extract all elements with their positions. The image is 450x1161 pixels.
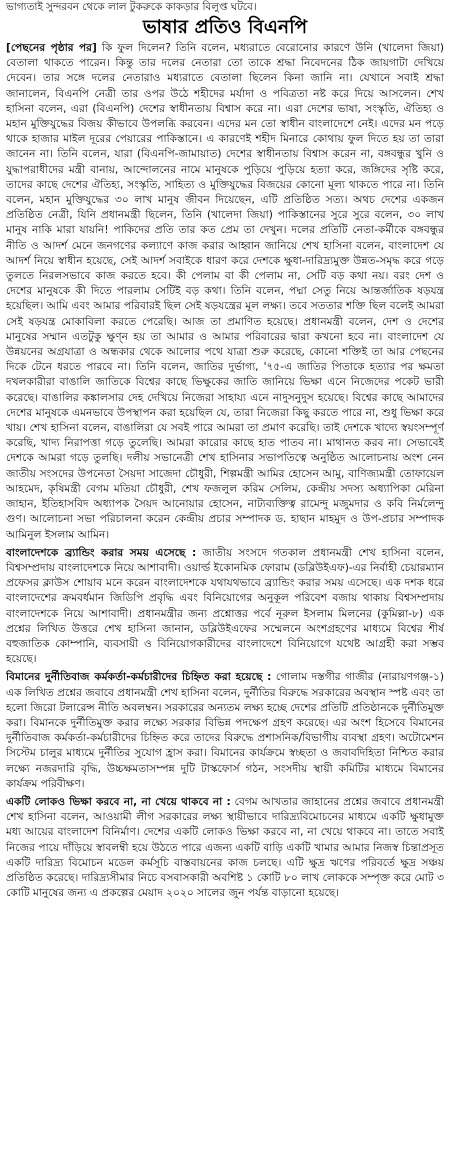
subheading-no-begging: একটি লোকও ভিক্ষা করবে না, না খেয়ে থাকবে না : xyxy=(6,794,231,808)
paragraph-branding xyxy=(6,545,444,667)
paragraph-text: বেগম আখতার জাহানের প্রশ্নের জবাবে প্রধানমন্ত্রী শেখ হাসিনা বলেন, আওয়ামী লীগ সরকারের লক্ষ্য স্থায়ীভাবে দারিদ্র্যবিমোচনের মাধ্যমে একটি ক্ষুধামুক্ত মধ্য আয়ের বাংলাদেশ বিনির্মাণ। দেশের একটি লোকও ভিক্ষা করবে না, না খেয়ে থাকবে না। তাতে সবাই নিজের পায়ে দাঁড়িয়ে স্বাবলম্বী হয়ে উঠতে পারে এজন্য একটি বাড়ি একটি খামার আমার নিজস্ব চিন্তাপ্রসূত একটি দারিদ্র্য বিমোচন মডেল কর্মসূচি বাস্তবায়নের কাজ চলছে। এটি ক্ষুদ্র ঋণের পরিবর্তে ক্ষুদ্র সঞ্চয় প্রতিষ্ঠিত করেছে। দারিদ্র্যসীমার নিচে বসবাসকারী অবশিষ্ট ১ কোটি ৮০ লাখ লোককে সম্পৃক্ত করে মোট ৩ কোটি মানুষের জন্য এ প্রকল্পের মেয়াদ ২০২০ সালের জুন পর্যন্ত বাড়ানো হয়েছে। xyxy=(6,794,444,900)
paragraph-text: কি ফুল দিলেন? তিনি বলেন, মধ্যরাতে বেরোনোর কারণে উনি (খালেদা জিয়া) বেতালা থাকতে পারেন। কিন্তু তার দলের নেতারা তো তাকে শ্রদ্ধা নিবেদনের ঠিক জায়গাটা দেখিয়ে দেবেন। তার সঙ্গে দলের নেতারাও মধ্যরাতে বেতালা ছিলেন কিনা জানি না। যেখানে সবাই শ্রদ্ধা জানালেন, বিএনপি নেত্রী তার ওপর উঠে শহীদের মর্যাদা ও পবিত্রতা নষ্ট করে দিয়ে আসলেন। শেখ হাসিনা বলেন, এরা (বিএনপি) দেশের স্বাধীনতায় বিশ্বাস করে না। এরা দেশের ভাষা, সংস্কৃতি, ঐতিহ্য ও মহান মুক্তিযুদ্ধের বিজয় কীভাবে উপলব্ধি করবেন। এদের মন তো স্বাধীন বাংলাদেশে নেই। এদের মন পড়ে থাকে হাজার মাইল দূরের পেয়ারের পাকিস্তানে। এ কারণেই শহীদ মিনারে কোথায় ফুল দিতে হয় তা তারা জানেন না। তিনি বলেন, যারা (বিএনপি-জামায়াত) দেশের স্বাধীনতায় বিশ্বাস করেন না, বঙ্গবন্ধুর খুনি ও যুদ্ধাপরাধীদের মন্ত্রী বানায়, আন্দোলনের নামে মানুষকে পুড়িয়ে পুড়িয়ে হত্যা করে, জঙ্গিদের সৃষ্টি করে, তাদের কাছে দেশের ঐতিহ্য, সংস্কৃতি, সাহিত্য ও মুক্তিযুদ্ধের বিজয়ের কোনো মূল্য থাকতে পারে না। তিনি বলেন, মহান মুক্তিযুদ্ধের ৩০ লাখ মানুষ জীবন দিয়েছেন, এটি প্রতিষ্ঠিত সত্য। অথচ দেশের একজন প্রতিষ্ঠিত নেত্রী, যিনি প্রধানমন্ত্রী ছিলেন, তিনি (খালেদা জিয়া) পাকিস্তানের সুরে সুরে বলেন, ৩০ লাখ মানুষ নাকি মারা যায়নি! পাকিদের প্রতি তার কত প্রেম তা দেখুন। দলের প্রতিটি নেতা-কর্মীকে বঙ্গবন্ধুর নীতি ও আদর্শ মেনে জনগণের কল্যাণে কাজ করার আহ্বান জানিয়ে শেখ হাসিনা বলেন, বাংলাদেশ যে আদর্শ নিয়ে স্বাধীন হয়েছে, সেই আদর্শ সবাইকে ধারণ করে দেশকে ক্ষুধা-দারিদ্র্যমুক্ত উন্নত-সমৃদ্ধ করে গড়ে তুলতে নিরলসভাবে কাজ করতে হবে। কী পেলাম বা কী পেলাম না, সেটি বড় কথা নয়। বরং দেশ ও দেশের মানুষকে কী দিতে পারলাম সেটিই বড় কথা। তিনি বলেন, পদ্মা সেতু নিয়ে আন্তর্জাতিক ষড়যন্ত্র হয়েছিল। আমি এবং আমার পরিবারই ছিল সেই ষড়যন্ত্রের মূল লক্ষ্য। তবে সততার শক্তি ছিল বলেই আমরা সেই ষড়যন্ত্র মোকাবিলা করতে পেরেছি। আজ তা প্রমাণিত হয়েছে। প্রধানমন্ত্রী বলেন, দেশ ও দেশের মানুষের সম্মান এতটুকু ক্ষুণ্ন হয় তা আমার ও আমার পরিবারের দ্বারা কখনো হবে না। বাংলাদেশ যে উন্নয়নের অগ্রযাত্রা ও অন্ধকার থেকে আলোর পথে যাত্রা শুরু করেছে, কোনো শক্তিই তা আর পেছনের দিকে টেনে ধরতে পারবে না। তিনি বলেন, জাতির দুর্ভাগ্য, '৭৫-এ জাতির পিতাকে হত্যার পর ক্ষমতা দখলকারীরা বাঙালি জাতিকে বিশ্বের কাছে ভিক্ষুকের জাতি জানিয়ে ভিক্ষা এনে নিজেদের পকেট ভারী করেছে। বাঙালির কঙ্কালসার দেহ দেখিয়ে নিজেরা সাহায্য এনে নাদুসনুদুস হয়েছে। বিশ্বের কাছে আমাদের দেশের মানুষকে এমনভাবে উপস্থাপন করা হয়েছিল যে, তারা নিজেরা কিছু করতে পারে না, শুধু ভিক্ষা করে খায়। শেখ হাসিনা বলেন, বাঙালিরা যে সবই পারে আমরা তা প্রমাণ করেছি। তাই দেশকে খাদ্যে স্বয়ংসম্পূর্ণ করেছি, খাদ্য নিরাপত্তা গড়ে তুলেছি। আমরা কারোর কাছে হাত পাতব না। মাথানত করব না। সেভাবেই দেশকে আমরা গড়ে তুলছি। দলীয় সভানেত্রী শেখ হাসিনার সভাপতিত্বে অনুষ্ঠিত আলোচনায় অংশ নেন জাতীয় সংসদের উপনেতা সৈয়দা সাজেদা চৌধুরী, শিল্পমন্ত্রী আমির হোসেন আমু, বাণিজ্যমন্ত্রী তোফায়েল আহমেদ, কৃষিমন্ত্রী বেগম মতিয়া চৌধুরী, শেখ ফজলুল করিম সেলিম, কেন্দ্রীয় সদস্য অধ্যাপিকা মেরিনা জাহান, ইতিহাসবিদ অধ্যাপক সৈয়দ আনোয়ার হোসেন, নাট্যব্যক্তিত্ব রামেন্দু মজুমদার ও কবি নির্মলেন্দু গুণ। আলোচনা সভা পরিচালনা করেন কেন্দ্রীয় প্রচার সম্পাদক ড. হাছান মাহমুদ ও উপ-প্রচার সম্পাদক আমিনুল ইসলাম আমিন। xyxy=(6,41,444,541)
article-body xyxy=(6,40,444,1161)
paragraph-continuation xyxy=(6,40,444,542)
continued-from-marker: [পেছনের পৃষ্ঠার পর] xyxy=(6,41,97,54)
paragraph-no-begging xyxy=(6,794,444,900)
article-headline: ভাষার প্রতিও বিএনপি xyxy=(142,17,308,38)
subheading-branding: বাংলাদেশকে ব্র্যান্ডিং করার সময় এসেছে : xyxy=(6,545,197,559)
paragraph-biman-corruption xyxy=(6,669,444,791)
paragraph-text: জাতীয় সংসদে গতকাল প্রধানমন্ত্রী শেখ হাসিনা বলেন, বিশ্বসম্প্রদায় বাংলাদেশকে নিয়ে আশাবাদী। ওয়ার্ল্ড ইকোনমিক ফোরাম (ডব্লিউইএফ)-এর নির্বাহী চেয়ারম্যান প্রফেসর ক্লাউস শোয়াব মনে করেন বাংলাদেশকে যথাযথভাবে ব্র্যান্ডিং করার সময় এসেছে। এক দশক ধরে বাংলাদেশের ক্রমবর্ধমান জিডিপি প্রবৃদ্ধি এবং বিনিয়োগের অনুকূল পরিবেশ বজায় থাকায় বিশ্বসম্প্রদায় বাংলাদেশকে নিয়ে আশাবাদী। প্রধানমন্ত্রীর জন্য প্রশ্নোত্তর পর্বে নূরুল ইসলাম মিলনের (কুমিল্লা-৮) এক প্রশ্নের লিখিত উত্তরে শেখ হাসিনা জানান, ডব্লিউইএফের সম্মেলনে অংশগ্রহণের মাধ্যমে বিশ্বের শীর্ষ বহুজাতিক কোম্পানি, ব্যবসায়ী ও বিনিয়োগকারীদের বাংলাদেশে বিনিয়োগে যথেষ্ট আগ্রহী করা সম্ভব হয়েছে। xyxy=(6,545,444,666)
paragraph-text: গোলাম দস্তগীর গাজীর (নারায়ণগঞ্জ-১) এক লিখিত প্রশ্নের জবাবে প্রধানমন্ত্রী শেখ হাসিনা বলেন, দুর্নীতির বিরুদ্ধে সরকারের অবস্থান স্পষ্ট এবং তা হলো জিরো টলারেন্স নীতি অবলম্বন। সরকারের অন্যতম লক্ষ্য হচ্ছে দেশের প্রতিটি প্রতিষ্ঠানকে দুর্নীতিমুক্ত করা। বিমানকে দুর্নীতিমুক্ত করার লক্ষ্যে সরকার বিভিন্ন পদক্ষেপ গ্রহণ করেছে। এর অংশ হিসেবে বিমানের দুর্নীতিবাজ কর্মকর্তা-কর্মচারীদের চিহ্নিত করে তাদের বিরুদ্ধে প্রশাসনিক/বিভাগীয় ব্যবস্থা গ্রহণ। অটোমেশন সিস্টেম চালুর মাধ্যমে দুর্নীতির সুযোগ হ্রাস করা। বিমানের কার্যক্রমে স্বচ্ছতা ও জবাবদিহিতা নিশ্চিত করার লক্ষ্যে নজরদারি বৃদ্ধি, উচ্চক্ষমতাসম্পন্ন দুটি টাস্কফোর্স গঠন, সংসদীয় স্থায়ী কমিটির মাধ্যমে বিমানের কার্যক্রম পরিবীক্ষণ। xyxy=(6,670,444,790)
subheading-biman-corruption: বিমানের দুর্নীতিবাজ কর্মকর্তা-কর্মচারীদের চিহ্নিত করা হয়েছে : xyxy=(6,670,272,684)
previous-article-last-line: ভাগ্যতাই সুন্দরবন থেকে লাল টুকরুকে কাকড়ার বিলুপ্ত ঘটবে। xyxy=(6,1,257,13)
